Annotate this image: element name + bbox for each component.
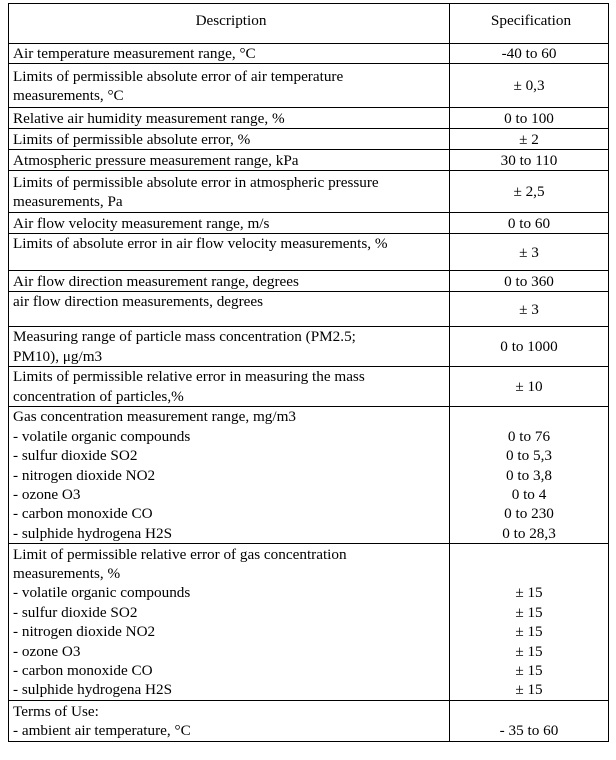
row-description-line: Air flow velocity measurement range, m/s <box>13 214 270 232</box>
list-item-value: ± 15 <box>515 662 543 680</box>
list-item: - volatile organic compounds <box>13 427 191 445</box>
row-description <box>9 292 450 327</box>
terms-description <box>9 701 450 742</box>
header-specification: Specification <box>450 4 609 44</box>
terms-title: Terms of Use: <box>13 702 99 720</box>
row-description-line: Limits of absolute error in air flow velocity measurements, % <box>13 235 388 253</box>
row-specification: ± 3 <box>450 292 609 327</box>
list-item: - carbon monoxide CO <box>13 662 153 680</box>
row-description <box>9 64 450 108</box>
row-description <box>9 108 450 129</box>
row-description-line: Limits of permissible absolute error, % <box>13 130 251 148</box>
row-specification: ± 2,5 <box>450 171 609 213</box>
row-description-line: air flow direction measurements, degrees <box>13 293 264 311</box>
table-row <box>9 367 609 407</box>
row-description <box>9 44 450 64</box>
table-row <box>9 271 609 292</box>
table-row <box>9 150 609 171</box>
list-item-value: 0 to 28,3 <box>502 524 556 542</box>
terms-specification <box>450 701 609 742</box>
list-item-value: ± 15 <box>515 642 543 660</box>
row-description-line: PM10), μg/m3 <box>13 347 103 365</box>
row-description-line: Limits of permissible relative error in measuring the mass <box>13 368 365 386</box>
gas-error-title: measurements, % <box>13 565 121 582</box>
list-item: - volatile organic compounds <box>13 584 191 602</box>
table-row-terms <box>9 701 609 742</box>
row-specification: ± 3 <box>450 234 609 271</box>
gas-error-title: Limit of permissible relative error of gas concentration <box>13 545 347 563</box>
list-item: - sulphide hydrogena H2S <box>13 681 173 699</box>
row-description-line: Relative air humidity measurement range, % <box>13 109 285 127</box>
table-row <box>9 171 609 213</box>
gas-range-description <box>9 407 450 544</box>
row-description <box>9 171 450 213</box>
row-specification: 0 to 1000 <box>450 327 609 367</box>
gas-error-description <box>9 544 450 701</box>
list-item-value: ± 15 <box>515 623 543 641</box>
row-specification: 0 to 100 <box>450 108 609 129</box>
list-item: - sulfur dioxide SO2 <box>13 603 138 621</box>
list-item-value: 0 to 5,3 <box>506 447 552 465</box>
list-item: - ambient air temperature, °C <box>13 722 191 740</box>
list-item-value: 0 to 230 <box>504 505 554 523</box>
row-description-line: Air temperature measurement range, °C <box>13 45 256 62</box>
row-specification: -40 to 60 <box>450 44 609 64</box>
row-description <box>9 150 450 171</box>
row-description-line: Atmospheric pressure measurement range, kPa <box>13 151 299 169</box>
list-item-value: 0 to 3,8 <box>506 466 552 484</box>
list-item: - ozone O3 <box>13 485 81 503</box>
list-item: - sulfur dioxide SO2 <box>13 447 138 465</box>
row-specification: 30 to 110 <box>450 150 609 171</box>
list-item: - nitrogen dioxide NO2 <box>13 623 156 641</box>
spacer <box>450 407 608 426</box>
list-item: - carbon monoxide CO <box>13 505 153 523</box>
row-description-line: Air flow direction measurement range, degrees <box>13 272 299 290</box>
row-specification: 0 to 360 <box>450 271 609 292</box>
specification-table <box>8 3 609 742</box>
row-description <box>9 367 450 407</box>
list-item-value: 0 to 76 <box>507 427 551 445</box>
table-row <box>9 44 609 64</box>
list-item-value: ± 15 <box>515 584 543 602</box>
row-description-line: concentration of particles,% <box>13 387 184 405</box>
row-description-line: Limits of permissible absolute error in atmospheric pressure <box>13 173 379 191</box>
table-row <box>9 108 609 129</box>
row-description <box>9 234 450 271</box>
list-item-value: - 35 to 60 <box>499 722 559 740</box>
row-description <box>9 129 450 150</box>
table-row <box>9 64 609 108</box>
spacer <box>450 545 608 564</box>
row-specification: 0 to 60 <box>450 213 609 234</box>
spacer <box>450 702 608 721</box>
row-specification: ± 10 <box>450 367 609 407</box>
spacer <box>450 564 608 583</box>
row-description <box>9 271 450 292</box>
list-item: - nitrogen dioxide NO2 <box>13 466 156 484</box>
list-item-value: ± 15 <box>515 603 543 621</box>
table-row <box>9 234 609 271</box>
row-description-line: Measuring range of particle mass concentration (PM2.5; <box>13 328 356 346</box>
list-item: - sulphide hydrogena H2S <box>13 524 173 542</box>
row-description-line: measurements, Pa <box>13 192 123 210</box>
table-row <box>9 213 609 234</box>
header-description: Description <box>9 4 450 44</box>
table-row <box>9 129 609 150</box>
table-row <box>9 292 609 327</box>
row-description-line: Limits of permissible absolute error of air temperature <box>13 67 344 85</box>
gas-range-specification <box>450 407 609 544</box>
row-specification: ± 2 <box>450 129 609 150</box>
table-row-gas-error <box>9 544 609 701</box>
gas-error-specification <box>450 544 609 701</box>
list-item-value: ± 15 <box>515 681 543 699</box>
row-description-line: measurements, °C <box>13 86 124 104</box>
row-description <box>9 327 450 367</box>
table-row <box>9 327 609 367</box>
row-specification: ± 0,3 <box>450 64 609 108</box>
table-row-gas-range <box>9 407 609 544</box>
row-description <box>9 213 450 234</box>
table-header-row <box>9 4 609 44</box>
list-item: - ozone O3 <box>13 642 81 660</box>
gas-range-title: Gas concentration measurement range, mg/m3 <box>13 408 296 426</box>
list-item-value: 0 to 4 <box>511 485 547 503</box>
